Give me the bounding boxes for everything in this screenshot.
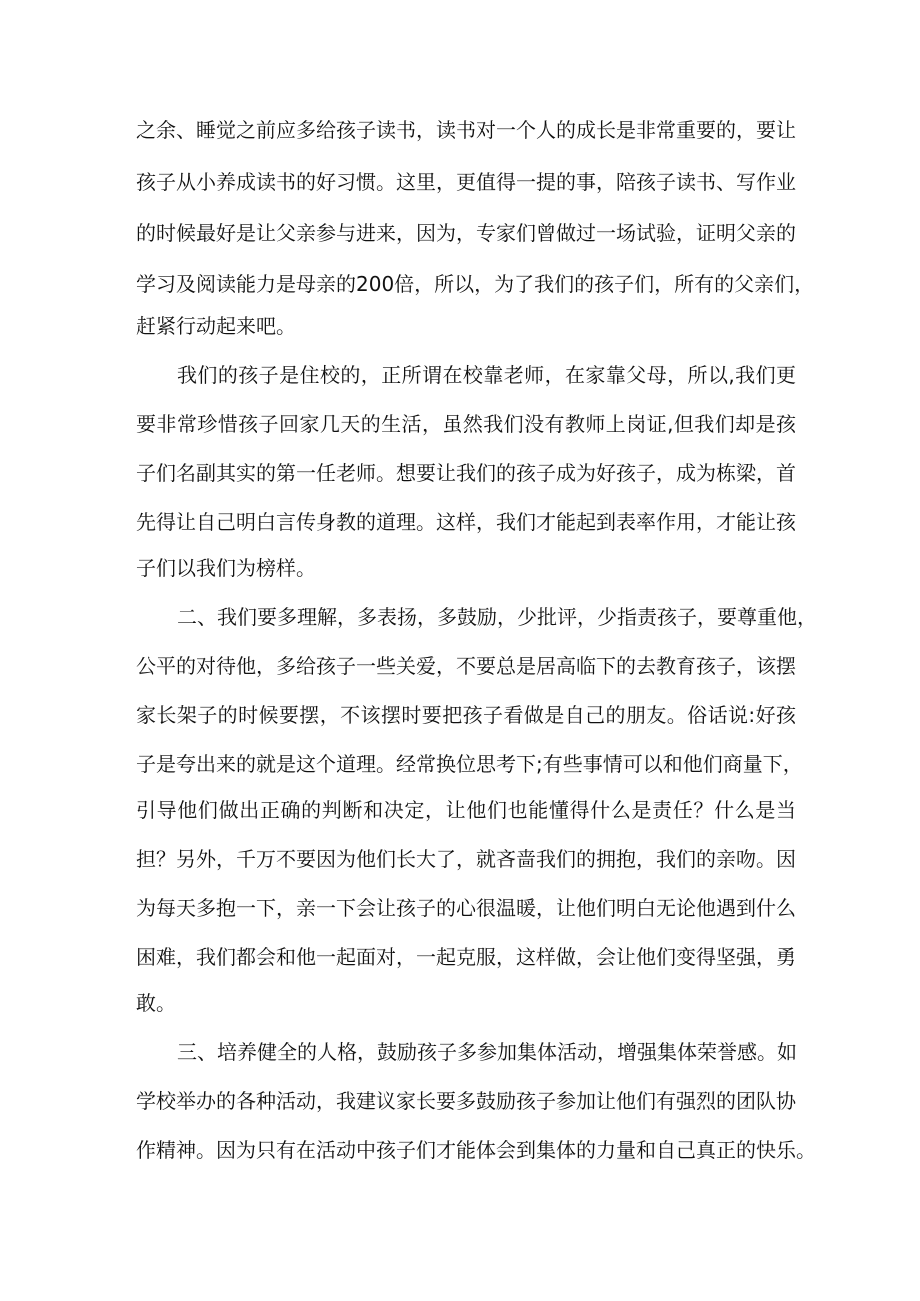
paragraph-4-line-2: 学校举办的各种活动，我建议家长要多鼓励孩子参加让他们有强烈的团队协: [136, 1089, 796, 1113]
paragraph-2-line-3: 子们名副其实的第一任老师。想要让我们的孩子成为好孩子，成为栋梁，首: [136, 461, 796, 485]
paragraph-2-line-4: 先得让自己明白言传身教的道理。这样，我们才能起到表率作用，才能让孩: [136, 510, 796, 534]
paragraph-2-line-5: 子们以我们为榜样。: [136, 556, 316, 580]
paragraph-3-line-3: 家长架子的时候要摆，不该摆时要把孩子看做是自己的朋友。俗话说:好孩: [136, 703, 796, 727]
paragraph-3-line-9: 敢。: [136, 991, 176, 1015]
paragraph-2-line-1: 我们的孩子是住校的，正所谓在校靠老师，在家靠父母，所以,我们更: [177, 363, 796, 387]
paragraph-1-line-5: 赶紧行动起来吧。: [136, 314, 296, 338]
paragraph-1-line-1: 之余、睡觉之前应多给孩子读书，读书对一个人的成长是非常重要的，要让: [136, 118, 796, 142]
paragraph-1-line-4: 学习及阅读能力是母亲的200倍，所以，为了我们的孩子们，所有的父亲们，: [136, 272, 815, 296]
paragraph-3-line-1: 二、我们要多理解，多表扬，多鼓励，少批评，少指责孩子，要尊重他，: [177, 605, 817, 629]
paragraph-3-line-7: 为每天多抱一下，亲一下会让孩子的心很温暖，让他们明白无论他遇到什么: [136, 896, 796, 920]
paragraph-3-line-6: 担？另外，千万不要因为他们长大了，就吝啬我们的拥抱，我们的亲吻。因: [136, 847, 796, 871]
paragraph-1-line-3: 的时候最好是让父亲参与进来，因为，专家们曾做过一场试验，证明父亲的: [136, 221, 796, 245]
paragraph-1-line-2: 孩子从小养成读书的好习惯。这里，更值得一提的事，陪孩子读书、写作业: [136, 170, 796, 194]
paragraph-3-line-2: 公平的对待他，多给孩子一些关爱，不要总是居高临下的去教育孩子，该摆: [136, 654, 796, 678]
paragraph-3-line-4: 子是夸出来的就是这个道理。经常换位思考下;有些事情可以和他们商量下，: [136, 752, 803, 776]
paragraph-3-line-5: 引导他们做出正确的判断和决定，让他们也能懂得什么是责任？什么是当: [136, 798, 796, 822]
paragraph-4-line-1: 三、培养健全的人格，鼓励孩子多参加集体活动，增强集体荣誉感。如: [177, 1040, 797, 1064]
paragraph-3-line-8: 困难，我们都会和他一起面对，一起克服，这样做，会让他们变得坚强，勇: [136, 945, 796, 969]
paragraph-2-line-2: 要非常珍惜孩子回家几天的生活，虽然我们没有教师上岗证,但我们却是孩: [136, 412, 796, 436]
paragraph-4-line-3: 作精神。因为只有在活动中孩子们才能体会到集体的力量和自己真正的快乐。: [136, 1138, 816, 1162]
